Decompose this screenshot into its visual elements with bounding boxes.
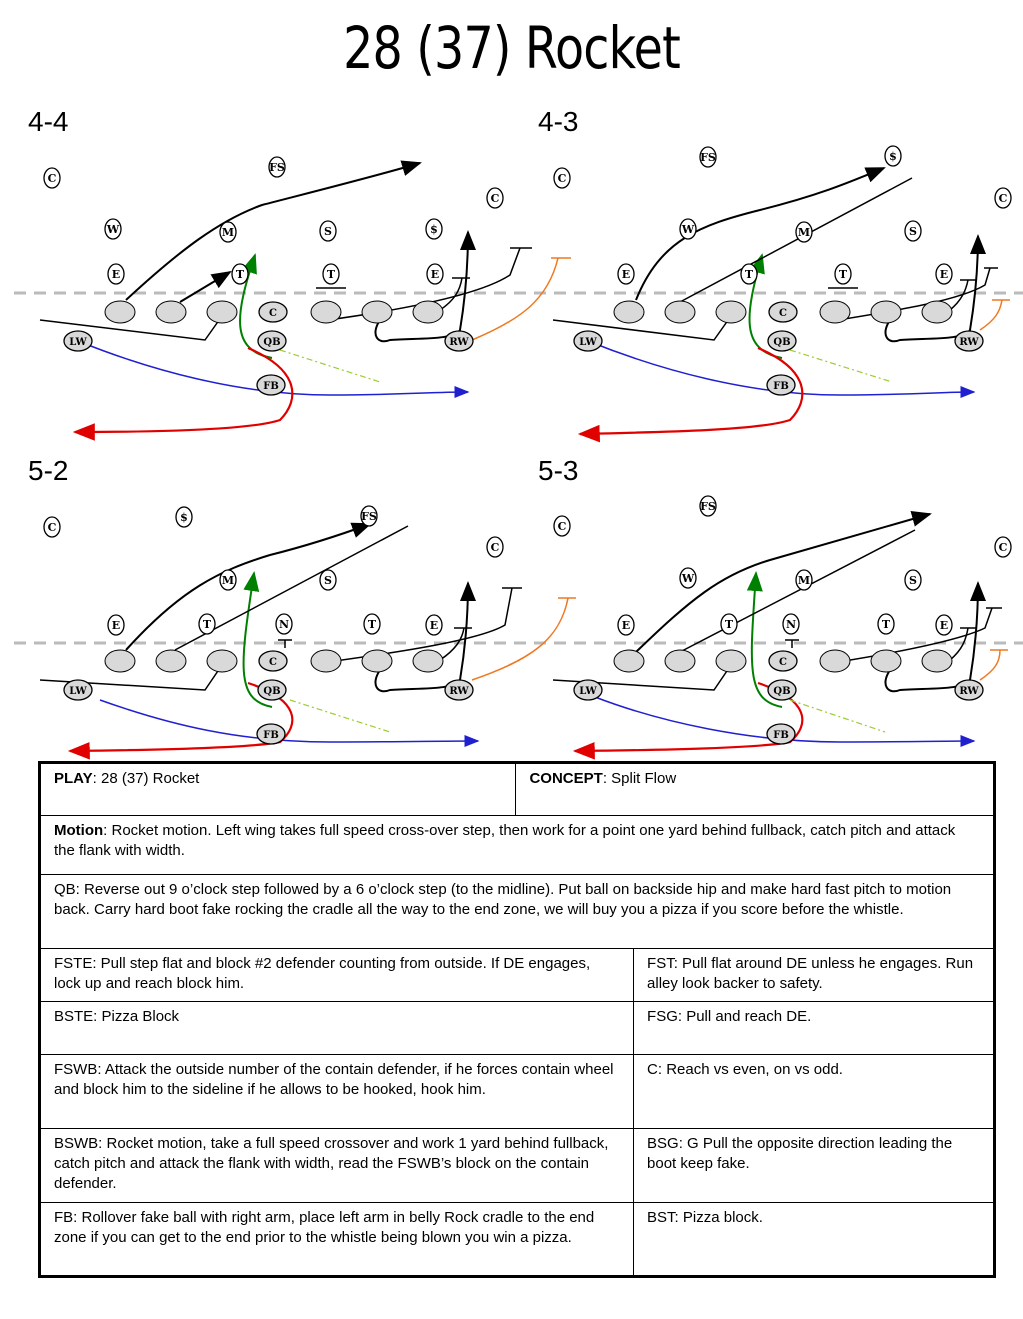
left-wing-token-label: LW (579, 686, 597, 697)
defender-43-label: E (621, 268, 631, 281)
defender-52-label: T (202, 618, 212, 631)
center-token-label: C (269, 308, 277, 319)
right-wing-token-label: RW (959, 686, 979, 697)
assignment-right: FSG: Pull and reach DE. (634, 1002, 995, 1055)
front-label-53: 5-3 (538, 455, 579, 486)
defender-53-label: E (621, 619, 631, 632)
defender-43 (905, 221, 921, 241)
defender-53 (905, 570, 921, 590)
defender-52 (426, 615, 442, 635)
fullback-token-label: FB (773, 730, 789, 741)
assignment-left: BSTE: Pizza Block (40, 1002, 634, 1055)
right-wing-token-label: RW (959, 337, 979, 348)
diagram-5-2 (40, 524, 576, 751)
defender-53-label: C (998, 541, 1008, 554)
defender-53 (796, 570, 812, 590)
defender-53 (700, 496, 716, 516)
defender-52 (108, 615, 124, 635)
motion-text: : Rocket motion. Left wing takes full speed cross-over step, then work for a point one yard behind fullback, catch pitch and attack the flank with width. (54, 822, 956, 859)
quarterback-token (258, 331, 286, 351)
right-wing-token (955, 331, 983, 351)
fullback-token (767, 724, 795, 744)
defender-53 (878, 614, 894, 634)
defender-53 (721, 614, 737, 634)
defender-43 (796, 222, 812, 242)
defender-44-label: C (490, 192, 500, 205)
defender-43 (995, 188, 1011, 208)
defender-43-label: C (557, 172, 567, 185)
defender-53-label: M (797, 574, 811, 587)
defender-44 (427, 264, 443, 284)
left-wing-token (574, 331, 602, 351)
defender-53 (680, 568, 696, 588)
defender-52 (276, 614, 292, 634)
defender-52-label: C (47, 521, 57, 534)
defender-52 (176, 507, 192, 527)
defender-52-label: $ (180, 511, 188, 524)
defender-43-label: E (939, 268, 949, 281)
assignment-left: BSWB: Rocket motion, take a full speed crossover and work 1 yard behind fullback, catch pitch and attack the flank with width, read the FSWB’s block on the contain defender. (40, 1129, 634, 1203)
defender-44-label: E (111, 268, 121, 281)
right-wing-token (445, 331, 473, 351)
defender-52 (199, 614, 215, 634)
defender-53 (936, 615, 952, 635)
defender-52-label: T (367, 618, 377, 631)
page-title: 28 (37) Rocket (343, 14, 680, 82)
defender-52 (44, 517, 60, 537)
center-token (769, 651, 797, 671)
defender-52 (487, 537, 503, 557)
left-wing-token-label: LW (69, 686, 87, 697)
assignment-right: BST: Pizza block. (634, 1203, 995, 1277)
defender-44 (323, 264, 339, 284)
defender-44 (487, 188, 503, 208)
defender-53-label: S (909, 574, 917, 587)
assignment-left: FSWB: Attack the outside number of the contain defender, if he forces contain wheel and block him to the sideline if he allows to be hooked, hook him. (40, 1055, 634, 1129)
assignment-left: FB: Rollover fake ball with right arm, place left arm in belly Rock cradle to the end zone if you can get to the end prior to the whistle being blown you win a pizza. (40, 1203, 634, 1277)
concept-label: CONCEPT (529, 770, 603, 787)
defender-52-label: FS (361, 510, 377, 523)
defender-43 (936, 264, 952, 284)
defender-53 (618, 615, 634, 635)
fullback-token (257, 724, 285, 744)
defender-53-label: E (939, 619, 949, 632)
assignment-right: BSG: G Pull the opposite direction leading the boot keep fake. (634, 1129, 995, 1203)
defender-44 (220, 222, 236, 242)
defender-44-label: T (235, 268, 245, 281)
assignment-right: C: Reach vs even, on vs odd. (634, 1055, 995, 1129)
right-wing-token (445, 680, 473, 700)
defender-53-label: C (557, 520, 567, 533)
fullback-token (257, 375, 285, 395)
defender-53-label: W (681, 572, 695, 585)
defender-53-label: N (785, 618, 797, 631)
defender-44 (44, 168, 60, 188)
defender-43 (835, 264, 851, 284)
quarterback-token (768, 331, 796, 351)
fullback-token-label: FB (773, 381, 789, 392)
right-wing-token-label: RW (449, 686, 469, 697)
fullback-token-label: FB (263, 730, 279, 741)
defender-53 (554, 516, 570, 536)
defender-44-label: C (47, 172, 57, 185)
defender-52-label: E (111, 619, 121, 632)
defender-43 (741, 264, 757, 284)
defender-43 (680, 219, 696, 239)
front-label-52: 5-2 (28, 455, 69, 486)
quarterback-token-label: QB (773, 686, 791, 697)
defender-43-label: M (797, 226, 811, 239)
defender-52-label: S (324, 574, 332, 587)
right-wing-token (955, 680, 983, 700)
left-wing-token (64, 680, 92, 700)
left-wing-token-label: LW (69, 337, 87, 348)
play-label: PLAY (54, 770, 93, 787)
defender-43 (700, 147, 716, 167)
defender-43 (885, 146, 901, 166)
defender-44 (426, 219, 442, 239)
defender-43-label: FS (700, 151, 716, 164)
defender-53 (783, 614, 799, 634)
motion-label: Motion (54, 822, 104, 839)
defender-52 (361, 506, 377, 526)
quarterback-token-label: QB (263, 686, 281, 697)
defender-43-label: S (909, 225, 917, 238)
defender-44-label: T (326, 268, 336, 281)
defender-44 (269, 157, 285, 177)
quarterback-token (768, 680, 796, 700)
center-token-label: C (269, 657, 277, 668)
defender-43 (618, 264, 634, 284)
motion-cell (40, 816, 995, 875)
play-value: : 28 (37) Rocket (92, 770, 200, 787)
defender-44 (320, 221, 336, 241)
play-cell (40, 763, 516, 816)
left-wing-token (574, 680, 602, 700)
defender-52-label: E (429, 619, 439, 632)
center-token-label: C (779, 308, 787, 319)
defender-53-label: FS (700, 500, 716, 513)
assignment-right: FST: Pull flat around DE unless he engages. Run alley look backer to safety. (634, 949, 995, 1002)
defender-44 (108, 264, 124, 284)
defender-44 (105, 219, 121, 239)
assignment-left: FSTE: Pull step flat and block #2 defender counting from outside. If DE engages, lock up and reach block him. (40, 949, 634, 1002)
right-wing-token-label: RW (449, 337, 469, 348)
defender-52-label: N (278, 618, 290, 631)
defender-43-label: $ (889, 150, 897, 163)
left-wing-token (64, 331, 92, 351)
defender-44-label: S (324, 225, 332, 238)
defender-44-label: M (221, 226, 235, 239)
defender-53-label: T (881, 618, 891, 631)
fullback-token-label: FB (263, 381, 279, 392)
defender-44-label: E (430, 268, 440, 281)
defender-52 (364, 614, 380, 634)
defender-43-label: W (681, 223, 695, 236)
center-token (259, 302, 287, 322)
fullback-token (767, 375, 795, 395)
concept-value: : Split Flow (602, 770, 677, 787)
defender-43-label: T (838, 268, 848, 281)
quarterback-token-label: QB (263, 337, 281, 348)
front-label-44: 4-4 (28, 106, 69, 137)
front-label-43: 4-3 (538, 106, 579, 137)
center-token (259, 651, 287, 671)
defender-43-label: T (744, 268, 754, 281)
left-wing-token-label: LW (579, 337, 597, 348)
play-card-table (38, 761, 996, 1278)
defender-44-label: FS (269, 161, 285, 174)
concept-cell (516, 763, 995, 816)
qb-cell: QB: Reverse out 9 o’clock step followed by a 6 o’clock step (to the midline). Put ball on backside hip and make hard fast pitch to motion back. Carry hard boot fake rocking the cradle all the way to the end zone, we will buy you a pizza if you score before the whistle. (40, 875, 995, 949)
defender-53-label: T (724, 618, 734, 631)
defender-53 (995, 537, 1011, 557)
defender-52-label: M (221, 574, 235, 587)
defender-44-label: W (106, 223, 120, 236)
quarterback-token-label: QB (773, 337, 791, 348)
center-token-label: C (779, 657, 787, 668)
defender-43-label: C (998, 192, 1008, 205)
center-token (769, 302, 797, 322)
defender-44-label: $ (430, 223, 438, 236)
defender-52 (320, 570, 336, 590)
defender-44 (232, 264, 248, 284)
defender-52-label: C (490, 541, 500, 554)
defender-43 (554, 168, 570, 188)
defender-52 (220, 570, 236, 590)
quarterback-token (258, 680, 286, 700)
